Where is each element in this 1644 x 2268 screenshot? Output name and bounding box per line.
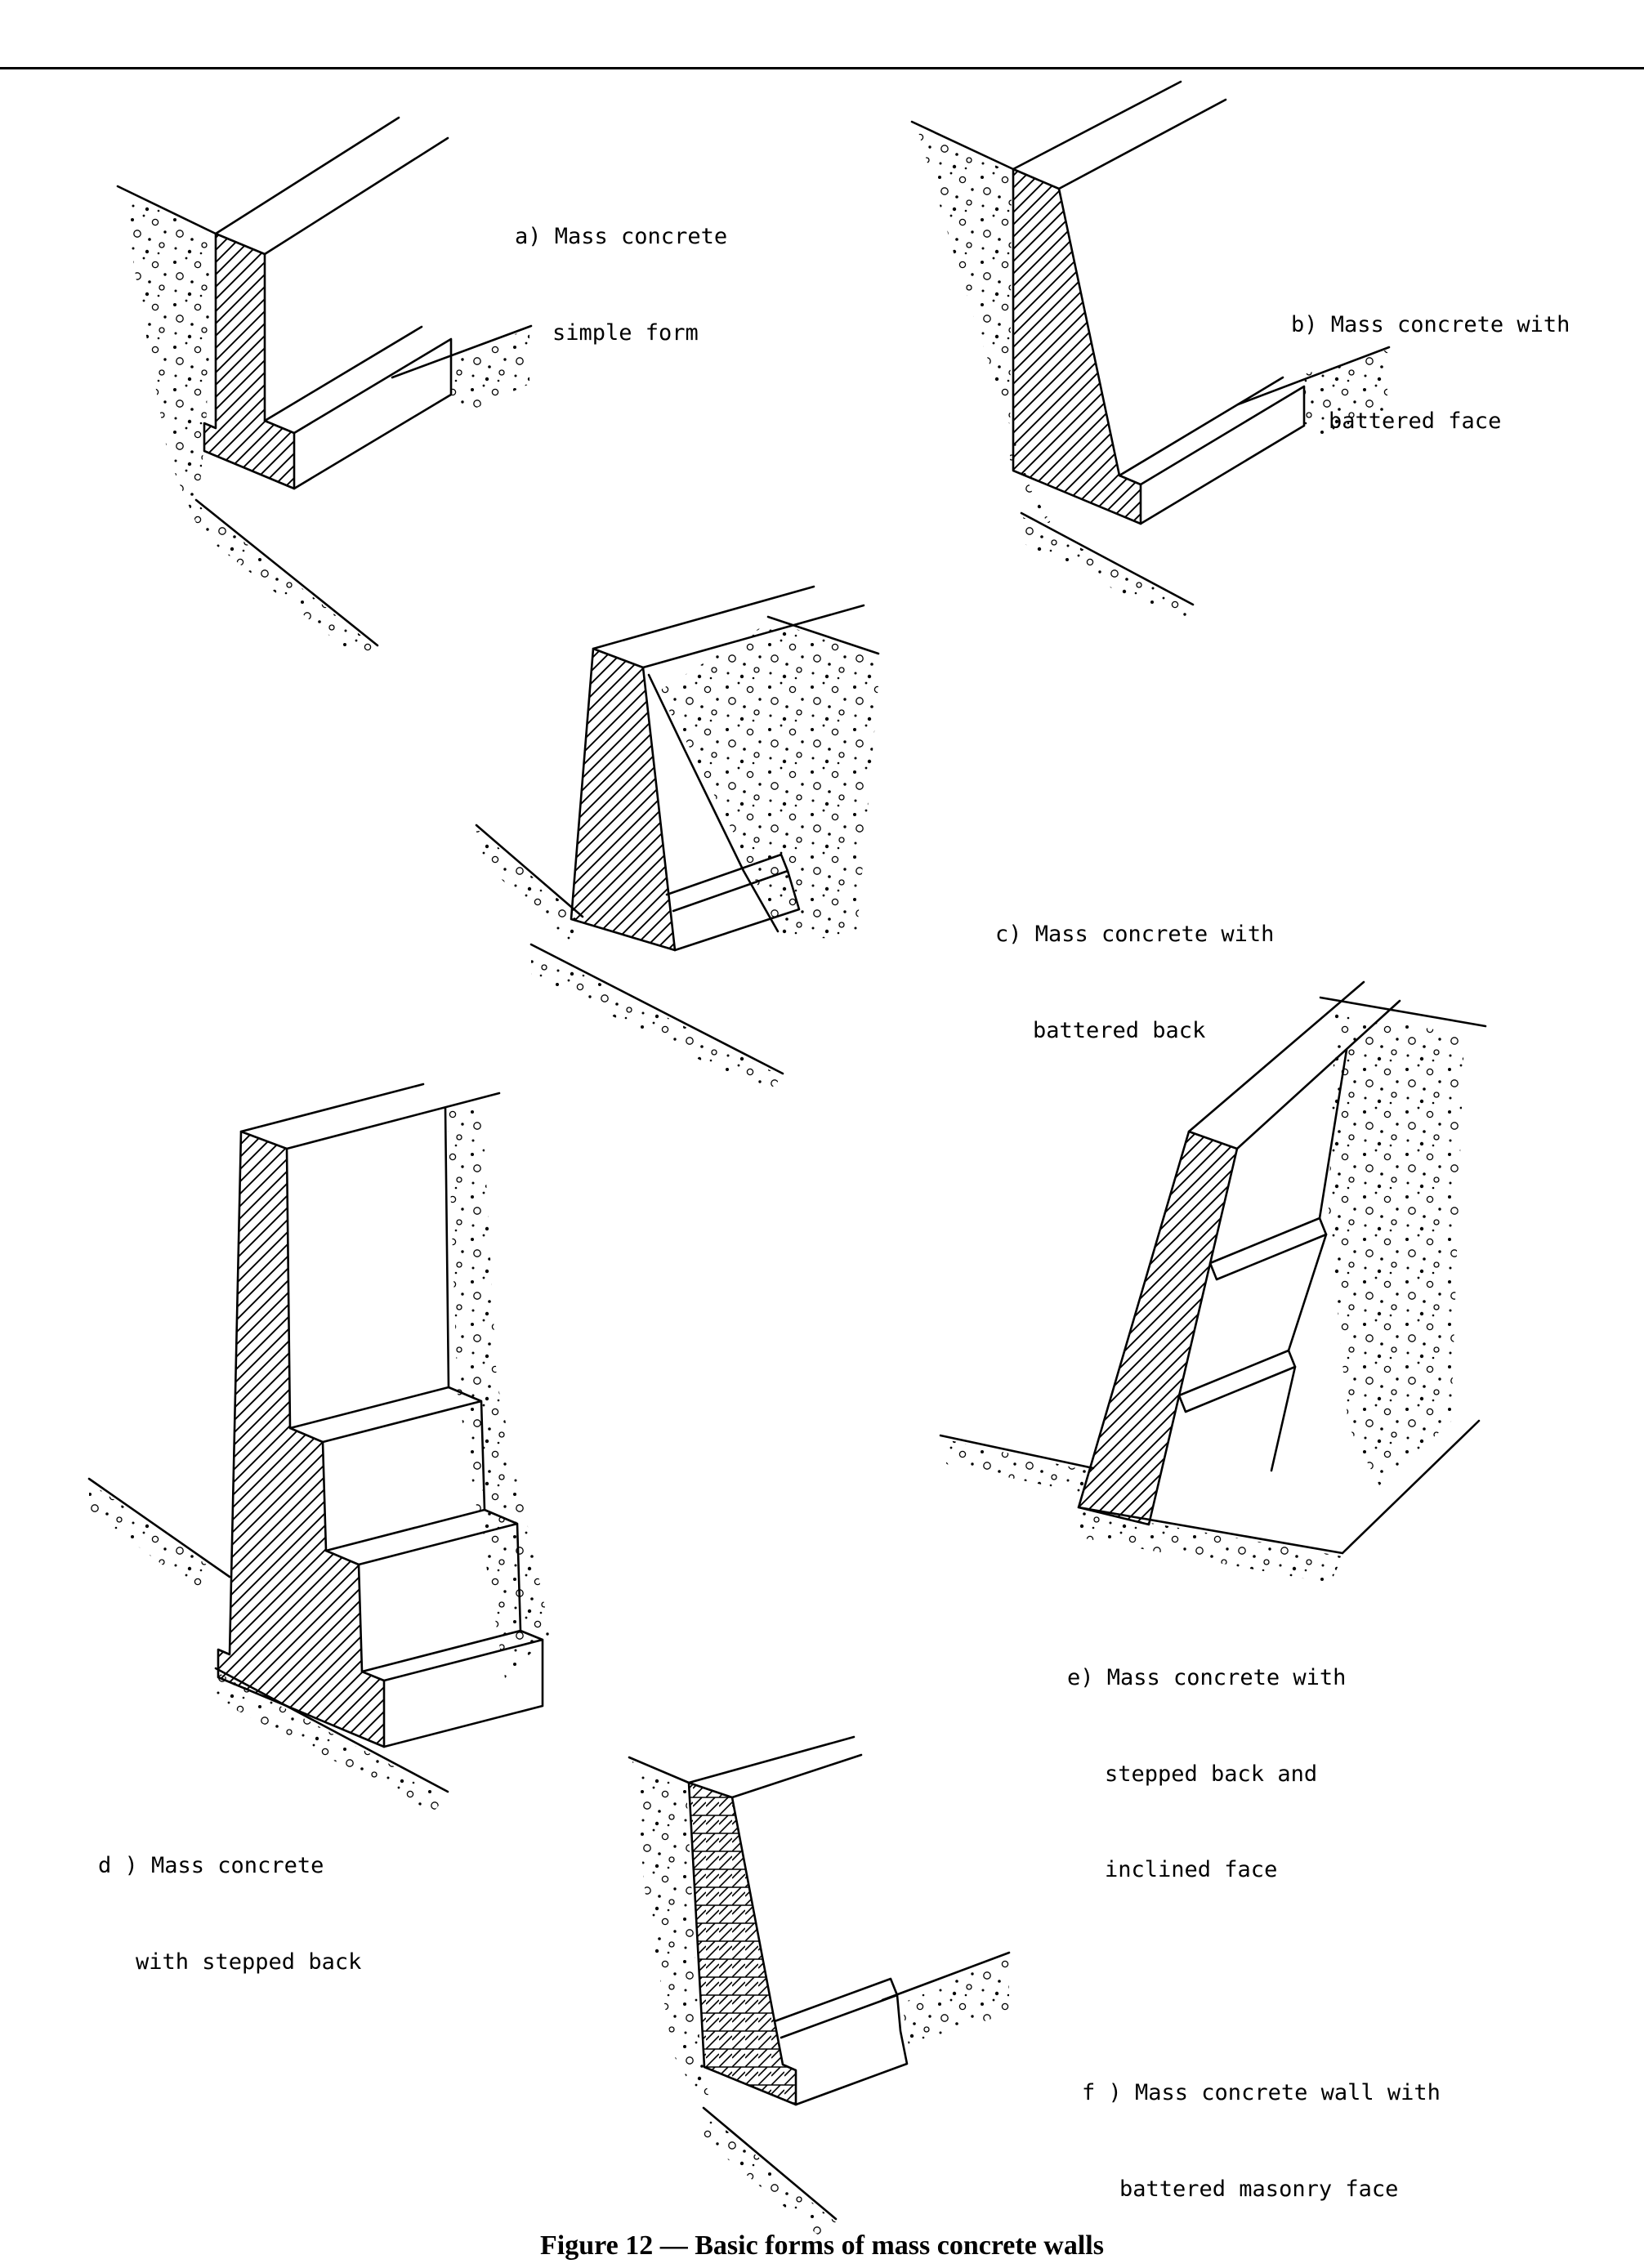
diagram-f-drawing: [629, 1737, 1009, 2237]
ground-line: [196, 500, 377, 645]
wall-section-hatched: [571, 649, 675, 950]
soil-stipple: [531, 948, 783, 1093]
wall-top-edges: [216, 118, 448, 254]
label-c-line2: battered back: [1033, 1017, 1206, 1043]
soil-stipple: [704, 2111, 836, 2237]
label-a-line1: a) Mass concrete: [515, 224, 728, 250]
label-b-line2: battered face: [1329, 408, 1502, 434]
step-ledge: [1179, 1351, 1295, 1412]
soil-stipple: [1329, 1013, 1464, 1485]
label-e-line1: e) Mass concrete with: [1067, 1665, 1347, 1691]
ground-line: [704, 2108, 836, 2219]
label-b: [1291, 245, 1570, 501]
label-b-line1: b) Mass concrete with: [1291, 312, 1570, 338]
soil-stipple: [196, 503, 377, 663]
step-ledge: [1210, 1218, 1326, 1279]
label-f-line2: battered masonry face: [1119, 2176, 1399, 2202]
ground-line: [1021, 513, 1193, 605]
label-c: [995, 855, 1274, 1110]
label-a: [515, 157, 727, 413]
soil-stipple: [89, 1482, 216, 1595]
wall-section-masonry: [689, 1783, 796, 2105]
wall-top-edges: [1013, 82, 1226, 189]
soil-stipple: [476, 828, 583, 943]
soil-stipple: [659, 621, 881, 940]
label-d-line2: with stepped back: [136, 1949, 362, 1975]
wall-section-hatched: [218, 1132, 384, 1747]
label-e-line3: inclined face: [1105, 1857, 1278, 1883]
soil-stipple: [1021, 516, 1193, 623]
diagram-c-drawing: [476, 587, 881, 1093]
label-e-line2: stepped back and: [1105, 1761, 1318, 1787]
diagram-a-drawing: [118, 118, 531, 663]
soil-stipple: [448, 1103, 551, 1678]
soil-stipple: [123, 191, 214, 523]
label-f-line1: f ) Mass concrete wall with: [1082, 2080, 1441, 2106]
soil-stipple: [946, 1440, 1092, 1493]
wall-section-hatched: [1013, 169, 1141, 524]
diagram-d-drawing: [89, 1084, 551, 1812]
wall-section-hatched: [1079, 1132, 1237, 1525]
wall-top-edges: [689, 1737, 861, 1797]
ground-line: [531, 944, 783, 1074]
base-ledge-lines: [1119, 377, 1304, 524]
label-d-line1: d ) Mass concrete: [98, 1853, 324, 1879]
wall-section-hatched: [204, 234, 294, 489]
soil-stipple: [902, 1956, 1009, 2046]
label-a-line2: simple form: [552, 319, 699, 346]
figure-caption: Figure 12 — Basic forms of mass concrete walls: [540, 2230, 1104, 2261]
label-e: [1067, 1598, 1346, 1950]
label-c-line1: c) Mass concrete with: [995, 922, 1275, 948]
label-d: [98, 1786, 361, 2042]
